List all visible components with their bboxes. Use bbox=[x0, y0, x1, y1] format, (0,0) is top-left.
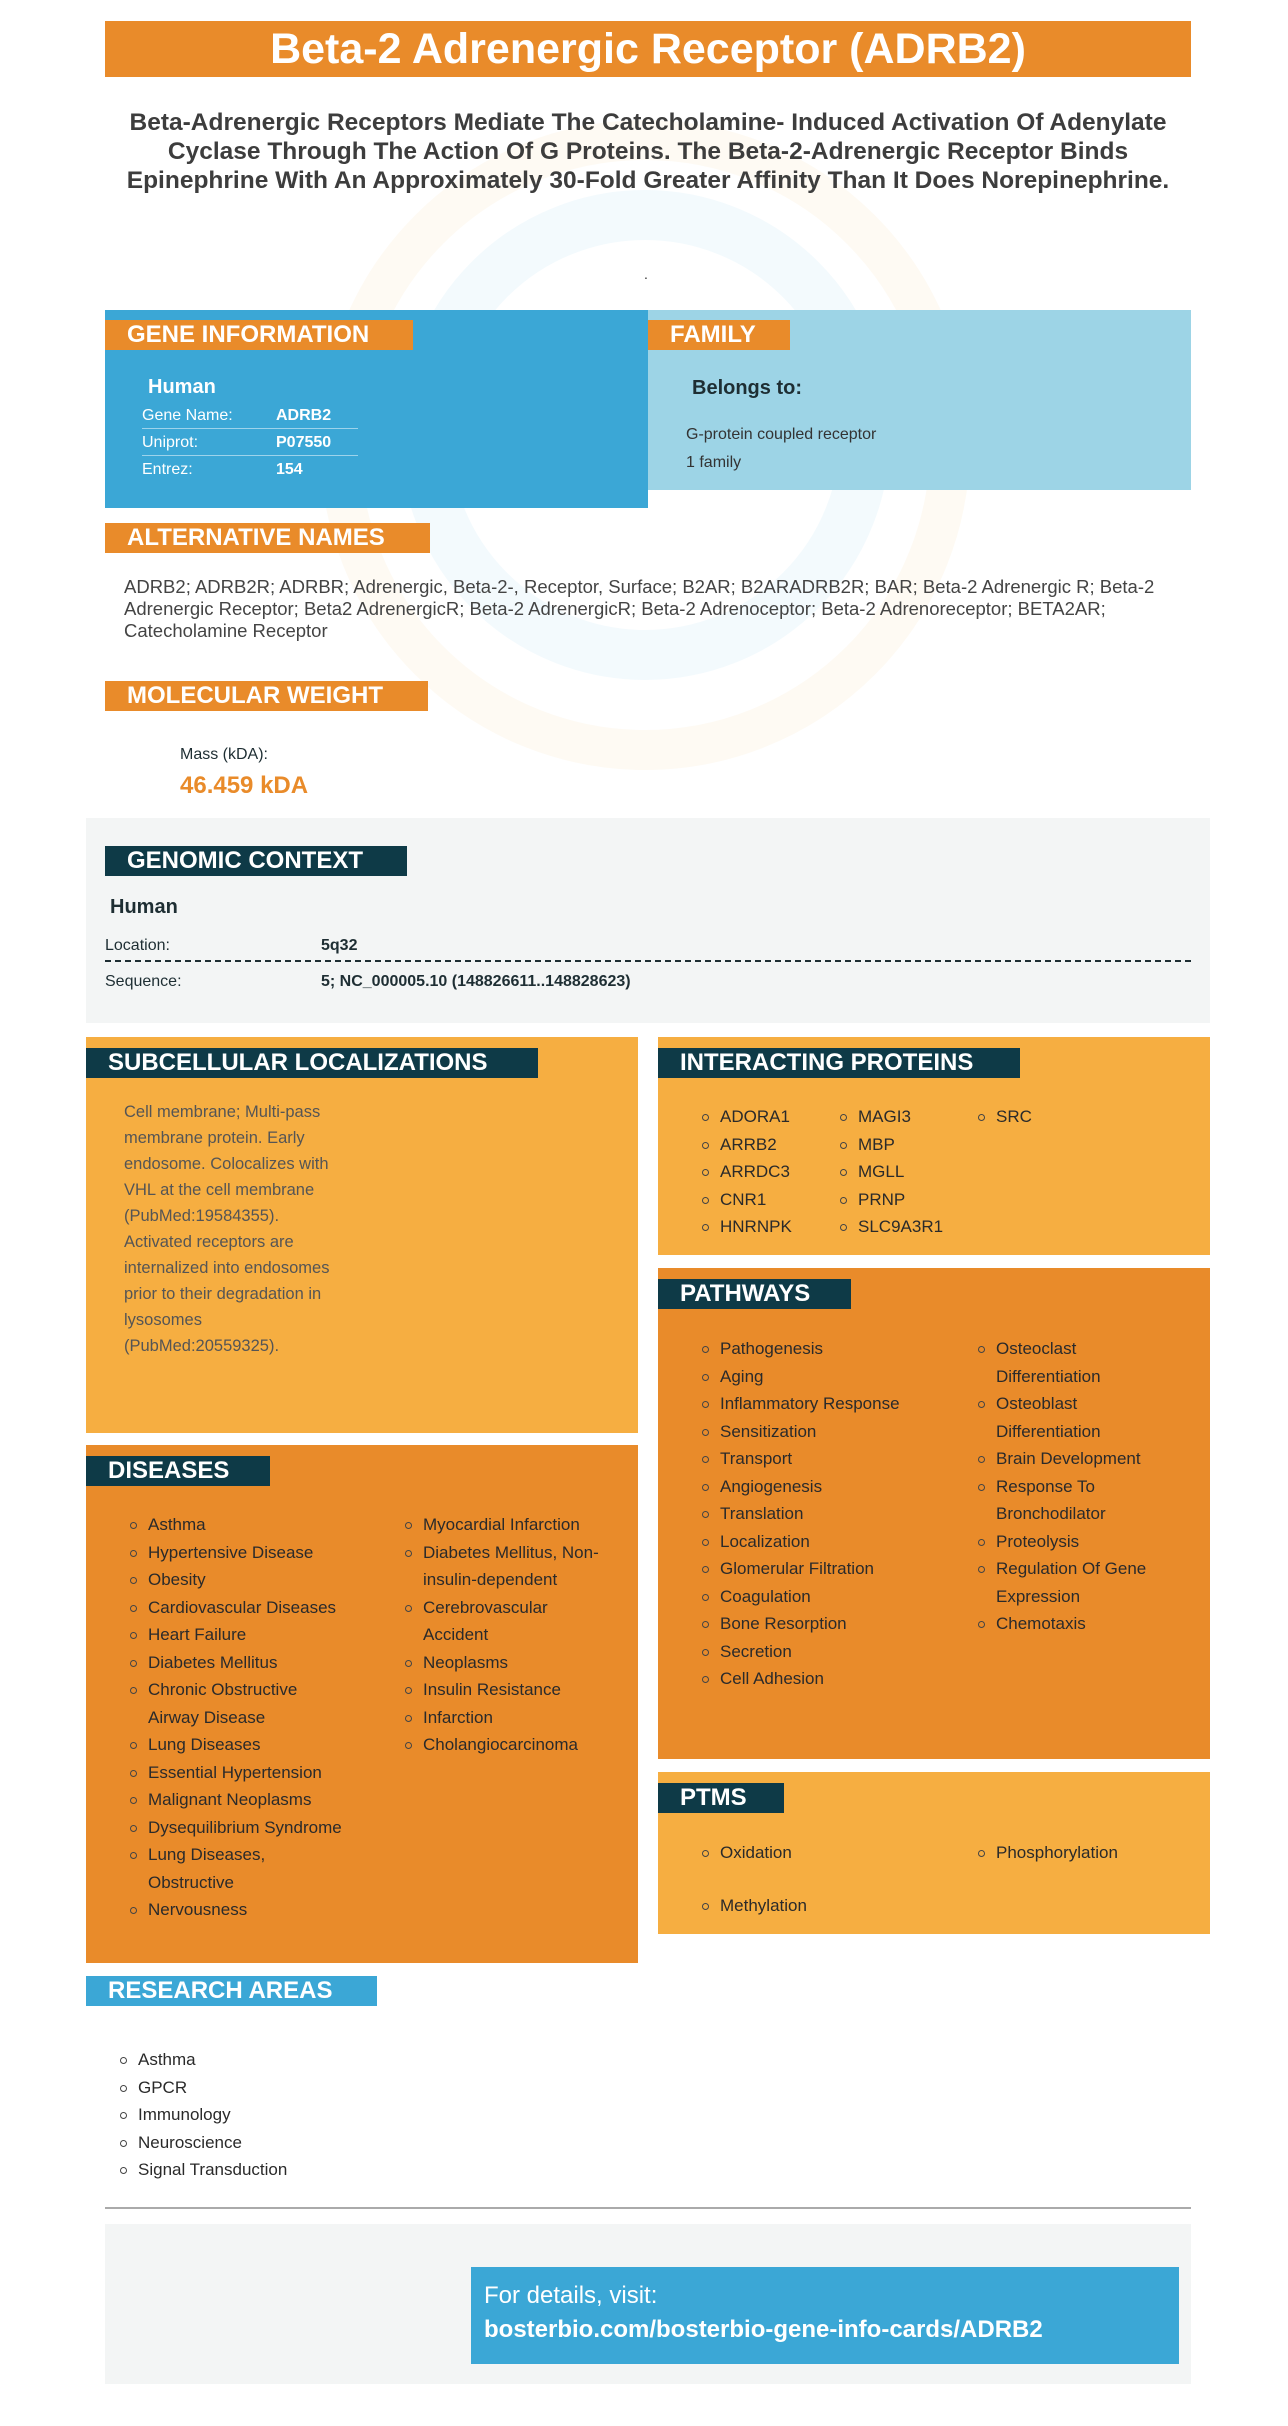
list-item: SLC9A3R1 bbox=[840, 1213, 943, 1241]
genomic-context-species: Human bbox=[110, 896, 178, 918]
list-item: GPCR bbox=[120, 2074, 287, 2102]
details-link-box[interactable] bbox=[471, 2267, 1179, 2364]
list-item: Immunology bbox=[120, 2101, 287, 2129]
list-item: Regulation Of Gene Expression bbox=[978, 1555, 1178, 1610]
list-item: Neoplasms bbox=[405, 1649, 615, 1677]
sequence-row bbox=[105, 966, 1191, 998]
list-item: Asthma bbox=[130, 1511, 352, 1539]
list-item: Localization bbox=[702, 1528, 900, 1556]
list-item: Aging bbox=[702, 1363, 900, 1391]
list-item: HNRNPK bbox=[702, 1213, 792, 1241]
list-item: Asthma bbox=[120, 2046, 287, 2074]
list-item: Myocardial Infarction bbox=[405, 1511, 615, 1539]
list-item: ARRB2 bbox=[702, 1131, 792, 1159]
molecular-weight-heading: MOLECULAR WEIGHT bbox=[105, 681, 428, 711]
ptms-list-1 bbox=[702, 1839, 807, 1919]
list-item: Infarction bbox=[405, 1704, 615, 1732]
location-value: 5q32 bbox=[321, 937, 358, 954]
list-item: Neuroscience bbox=[120, 2129, 287, 2157]
list-item: Brain Development bbox=[978, 1445, 1178, 1473]
list-item: Angiogenesis bbox=[702, 1473, 900, 1501]
pathways-list-2 bbox=[978, 1335, 1178, 1638]
gene-summary: Beta-Adrenergic Receptors Mediate The Catecholamine- Induced Activation Of Adenylate Cyclase Through The Action Of G Proteins. The Beta-2-Adrenergic Receptor Binds Epinephrine With An Approximately 30-Fold Greater Affinity Than It Does Norepinephrine. bbox=[126, 109, 1170, 194]
list-item: Cholangiocarcinoma bbox=[405, 1731, 615, 1759]
diseases-list-2 bbox=[405, 1511, 615, 1759]
page-title: Beta-2 Adrenergic Receptor (ADRB2) bbox=[105, 21, 1191, 77]
genomic-context-heading: GENOMIC CONTEXT bbox=[105, 846, 407, 876]
list-item: CNR1 bbox=[702, 1186, 792, 1214]
list-item: Osteoclast Differentiation bbox=[978, 1335, 1178, 1390]
list-item: Osteoblast Differentiation bbox=[978, 1390, 1178, 1445]
family-heading: FAMILY bbox=[648, 320, 790, 350]
list-item: Secretion bbox=[702, 1638, 900, 1666]
list-item: Transport bbox=[702, 1445, 900, 1473]
list-item: Glomerular Filtration bbox=[702, 1555, 900, 1583]
gene-name-value: ADRB2 bbox=[276, 407, 332, 424]
list-item: Translation bbox=[702, 1500, 900, 1528]
details-prompt: For details, visit: bbox=[484, 2282, 658, 2309]
list-item: Dysequilibrium Syndrome bbox=[130, 1814, 352, 1842]
list-item: ARRDC3 bbox=[702, 1158, 792, 1186]
interacting-proteins-list-3 bbox=[978, 1103, 1032, 1131]
location-label: Location: bbox=[105, 937, 170, 954]
summary-separator-dot: . bbox=[644, 266, 648, 282]
list-item: SRC bbox=[978, 1103, 1032, 1131]
interacting-proteins-list-1 bbox=[702, 1103, 792, 1241]
list-item: Heart Failure bbox=[130, 1621, 352, 1649]
list-item: Lung Diseases bbox=[130, 1731, 352, 1759]
mass-value: 46.459 kDA bbox=[180, 772, 309, 799]
mass-label: Mass (kDA): bbox=[180, 746, 268, 763]
list-item: Oxidation bbox=[702, 1839, 807, 1867]
list-item: MBP bbox=[840, 1131, 943, 1159]
interacting-proteins-list-2 bbox=[840, 1103, 943, 1241]
list-item: Response To Bronchodilator bbox=[978, 1473, 1178, 1528]
gene-name-label: Gene Name: bbox=[142, 407, 233, 424]
list-item: Cell Adhesion bbox=[702, 1665, 900, 1693]
footer-divider bbox=[105, 2207, 1191, 2209]
alternative-names-heading: ALTERNATIVE NAMES bbox=[105, 523, 430, 553]
pathways-heading: PATHWAYS bbox=[658, 1279, 851, 1309]
list-item: Phosphorylation bbox=[978, 1839, 1118, 1867]
details-link[interactable]: bosterbio.com/bosterbio-gene-info-cards/ADRB2 bbox=[484, 2316, 1043, 2343]
entrez-value: 154 bbox=[276, 461, 303, 478]
sequence-label: Sequence: bbox=[105, 973, 182, 990]
list-item: Lung Diseases, Obstructive bbox=[130, 1841, 352, 1896]
list-item: Malignant Neoplasms bbox=[130, 1786, 352, 1814]
gene-information-heading: GENE INFORMATION bbox=[105, 320, 413, 350]
list-item: PRNP bbox=[840, 1186, 943, 1214]
family-line-2: 1 family bbox=[686, 454, 742, 471]
sequence-value: 5; NC_000005.10 (148826611..148828623) bbox=[321, 973, 631, 990]
family-belongs-to: Belongs to: bbox=[692, 377, 802, 399]
research-areas-list bbox=[120, 2046, 287, 2184]
ptms-heading: PTMS bbox=[658, 1783, 784, 1813]
entrez-row bbox=[142, 456, 358, 483]
list-item: Essential Hypertension bbox=[130, 1759, 352, 1787]
diseases-list-1 bbox=[130, 1511, 352, 1924]
list-item: Nervousness bbox=[130, 1896, 352, 1924]
research-areas-heading: RESEARCH AREAS bbox=[86, 1976, 377, 2006]
uniprot-row bbox=[142, 429, 358, 456]
list-item: Diabetes Mellitus, Non-insulin-dependent bbox=[405, 1539, 615, 1594]
entrez-label: Entrez: bbox=[142, 461, 193, 478]
list-item: MAGI3 bbox=[840, 1103, 943, 1131]
list-item: Chronic Obstructive Airway Disease bbox=[130, 1676, 352, 1731]
pathways-list-1 bbox=[702, 1335, 900, 1693]
diseases-heading: DISEASES bbox=[86, 1456, 270, 1486]
uniprot-label: Uniprot: bbox=[142, 434, 199, 451]
interacting-proteins-heading: INTERACTING PROTEINS bbox=[658, 1048, 1020, 1078]
list-item: Pathogenesis bbox=[702, 1335, 900, 1363]
list-item: Hypertensive Disease bbox=[130, 1539, 352, 1567]
list-item: Bone Resorption bbox=[702, 1610, 900, 1638]
list-item: Proteolysis bbox=[978, 1528, 1178, 1556]
list-item: Insulin Resistance bbox=[405, 1676, 615, 1704]
subcellular-localizations-text: Cell membrane; Multi-pass membrane protein. Early endosome. Colocalizes with VHL at the cell membrane (PubMed:19584355). Activated receptors are internalized into endosomes prior to their degradation in lysosomes (PubMed:20559325). bbox=[124, 1103, 330, 1355]
alternative-names-text: ADRB2; ADRB2R; ADRBR; Adrenergic, Beta-2-, Receptor, Surface; B2AR; B2ARADRB2R; BAR; Beta-2 Adrenergic R; Beta-2 Adrenergic Receptor; Beta2 AdrenergicR; Beta-2 AdrenergicR; Beta-2 Adrenoceptor; Beta-2 Adrenoreceptor; BETA2AR; Catecholamine Receptor bbox=[124, 576, 1155, 641]
gene-name-row bbox=[142, 402, 358, 429]
list-item: Inflammatory Response bbox=[702, 1390, 900, 1418]
location-row bbox=[105, 930, 1191, 962]
list-item: ADORA1 bbox=[702, 1103, 792, 1131]
gene-info-species: Human bbox=[148, 376, 216, 398]
list-item: Coagulation bbox=[702, 1583, 900, 1611]
ptms-list-2 bbox=[978, 1839, 1118, 1867]
list-item: Cardiovascular Diseases bbox=[130, 1594, 352, 1622]
list-item: Diabetes Mellitus bbox=[130, 1649, 352, 1677]
list-item: Methylation bbox=[702, 1892, 807, 1920]
list-item: Sensitization bbox=[702, 1418, 900, 1446]
family-line-1: G-protein coupled receptor bbox=[686, 426, 877, 443]
subcellular-localizations-heading: SUBCELLULAR LOCALIZATIONS bbox=[86, 1048, 538, 1078]
list-item: MGLL bbox=[840, 1158, 943, 1186]
list-item: Obesity bbox=[130, 1566, 352, 1594]
list-item: Signal Transduction bbox=[120, 2156, 287, 2184]
list-item: Cerebrovascular Accident bbox=[405, 1594, 615, 1649]
uniprot-value: P07550 bbox=[276, 434, 332, 451]
list-item: Chemotaxis bbox=[978, 1610, 1178, 1638]
